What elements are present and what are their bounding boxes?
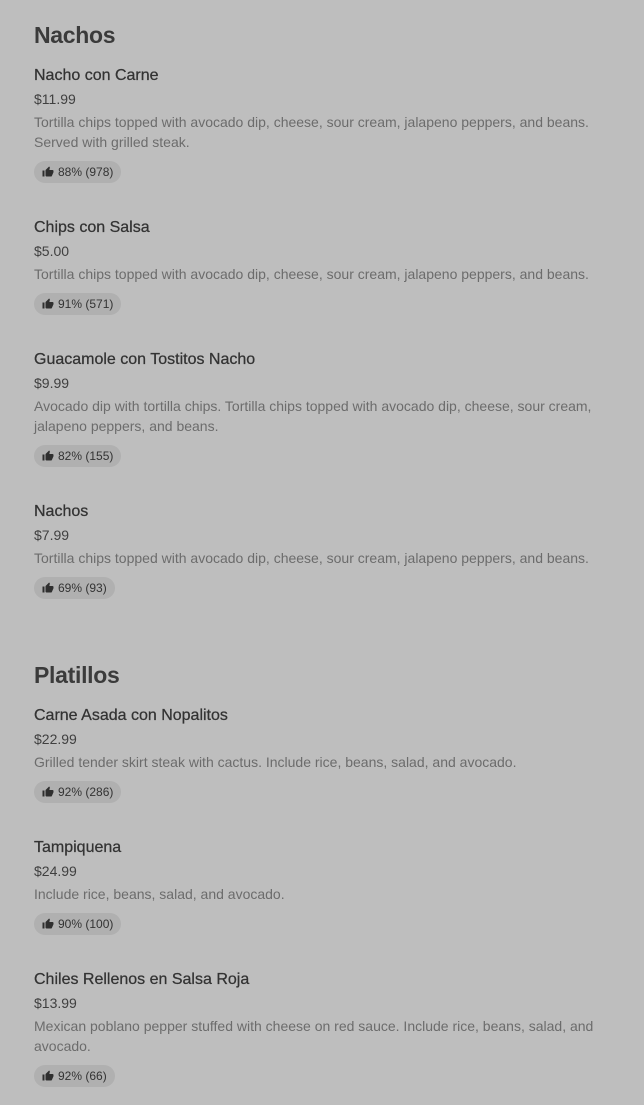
item-price: $22.99	[34, 731, 77, 747]
thumbs-up-icon	[42, 298, 54, 310]
rating-text: 69% (93)	[58, 581, 107, 595]
item-name: Nachos	[34, 503, 89, 520]
item-description: Include rice, beans, salad, and avocado.	[34, 886, 285, 902]
thumbs-up-icon	[42, 786, 54, 798]
section-title-platillos: Platillos	[34, 662, 120, 688]
section-title-nachos: Nachos	[34, 22, 116, 48]
rating-text: 88% (978)	[58, 165, 114, 179]
rating-text: 92% (286)	[58, 785, 114, 799]
menu-item[interactable]	[34, 66, 620, 183]
item-description: Tortilla chips topped with avocado dip, cheese, sour cream, jalapeno peppers, and beans.	[34, 550, 589, 566]
item-price: $7.99	[34, 527, 70, 543]
menu-item[interactable]	[34, 350, 620, 467]
rating-badge	[34, 913, 121, 935]
rating-badge	[34, 293, 121, 315]
menu-item[interactable]	[34, 706, 620, 803]
item-description: Tortilla chips topped with avocado dip, cheese, sour cream, jalapeno peppers, and beans.	[34, 266, 589, 282]
rating-text: 82% (155)	[58, 449, 114, 463]
item-name: Nacho con Carne	[34, 67, 159, 84]
rating-badge	[34, 781, 121, 803]
item-name: Chips con Salsa	[34, 219, 150, 236]
item-name: Chiles Rellenos en Salsa Roja	[34, 971, 250, 988]
rating-badge	[34, 1065, 115, 1087]
thumbs-up-icon	[42, 582, 54, 594]
item-name: Carne Asada con Nopalitos	[34, 707, 228, 724]
item-description: Tortilla chips topped with avocado dip, cheese, sour cream, jalapeno peppers, and beans. Served with grilled steak.	[34, 114, 589, 150]
rating-text: 92% (66)	[58, 1069, 107, 1083]
thumbs-up-icon	[42, 166, 54, 178]
menu-item[interactable]	[34, 218, 620, 315]
thumbs-up-icon	[42, 918, 54, 930]
item-price: $11.99	[34, 91, 76, 107]
item-price: $13.99	[34, 995, 77, 1011]
rating-text: 91% (571)	[58, 297, 114, 311]
menu-item[interactable]	[34, 502, 620, 599]
item-description: Grilled tender skirt steak with cactus. Include rice, beans, salad, and avocado.	[34, 754, 517, 770]
thumbs-up-icon	[42, 1070, 54, 1082]
menu-item[interactable]	[34, 970, 620, 1087]
thumbs-up-icon	[42, 450, 54, 462]
item-name: Tampiquena	[34, 839, 122, 856]
item-price: $9.99	[34, 375, 70, 391]
item-price: $5.00	[34, 243, 70, 259]
rating-badge	[34, 161, 121, 183]
item-name: Guacamole con Tostitos Nacho	[34, 351, 256, 368]
menu-item[interactable]	[34, 838, 620, 935]
item-description: Mexican poblano pepper stuffed with cheese on red sauce. Include rice, beans, salad, and avocado.	[34, 1018, 594, 1054]
rating-text: 90% (100)	[58, 917, 114, 931]
item-description: Avocado dip with tortilla chips. Tortilla chips topped with avocado dip, cheese, sour cream, jalapeno peppers, and beans.	[34, 398, 592, 434]
rating-badge	[34, 577, 115, 599]
item-price: $24.99	[34, 863, 77, 879]
rating-badge	[34, 445, 121, 467]
